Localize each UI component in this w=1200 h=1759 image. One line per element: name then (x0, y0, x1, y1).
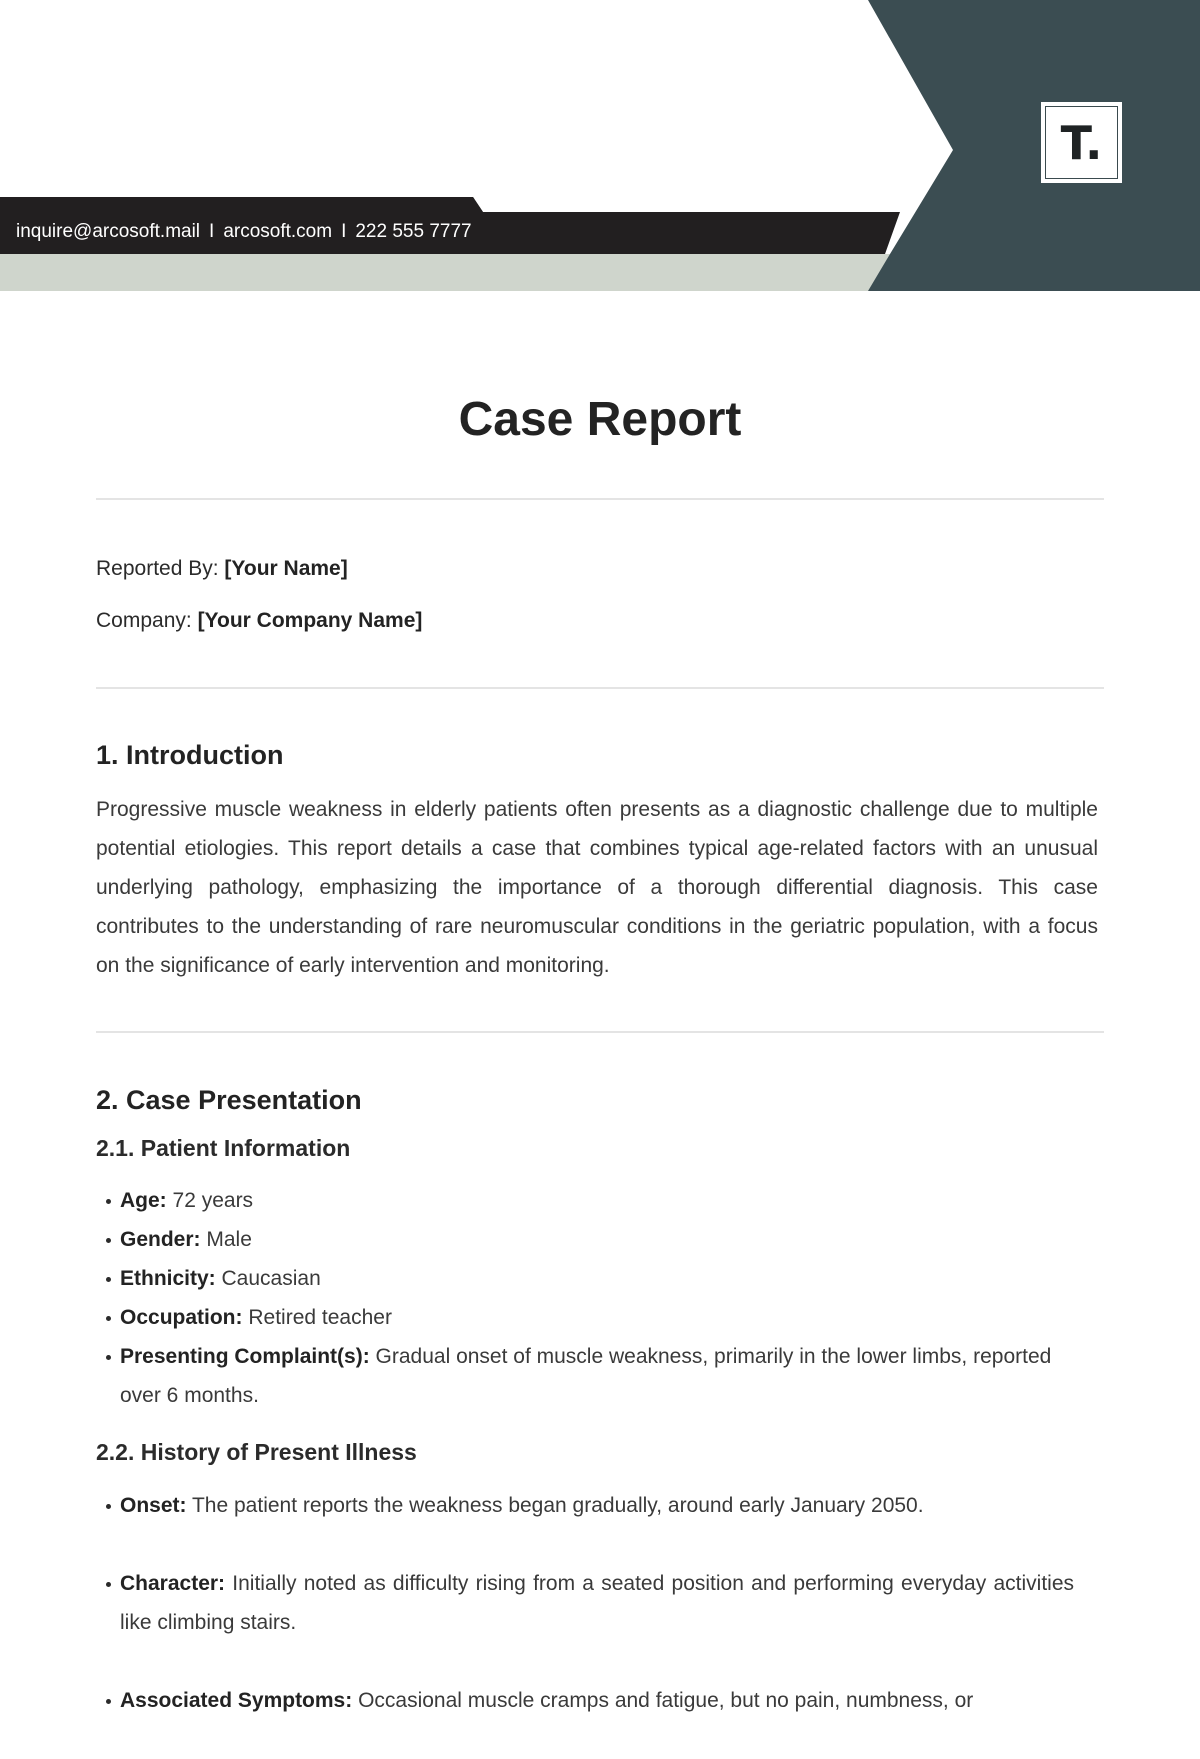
contact-email[interactable]: inquire@arcosoft.mail (16, 221, 201, 242)
contact-info (16, 219, 472, 245)
list-item (96, 1298, 1076, 1337)
item-value: Caucasian (221, 1267, 321, 1290)
company-label: Company: (96, 609, 192, 632)
item-label: Age: (120, 1189, 167, 1212)
contact-separator: I (341, 221, 347, 242)
item-label: Associated Symptoms: (120, 1689, 353, 1712)
item-value: Retired teacher (248, 1306, 392, 1329)
subsection-heading-history: 2.2. History of Present Illness (96, 1439, 417, 1465)
divider (96, 1031, 1104, 1033)
item-value: Initially noted as difficulty rising from a seated position and performing everyday activities like climbing stairs. (120, 1572, 1074, 1634)
company-logo: T. (1041, 102, 1122, 183)
item-label: Presenting Complaint(s): (120, 1345, 370, 1368)
item-value: 72 years (172, 1189, 254, 1212)
contact-phone: 222 555 7777 (355, 221, 472, 242)
divider (96, 498, 1104, 500)
contact-separator: I (209, 221, 215, 242)
item-value: The patient reports the weakness began gradually, around early January 2050. (191, 1494, 924, 1517)
list-item (96, 1220, 1076, 1259)
reported-by-label: Reported By: (96, 557, 219, 580)
section-heading-introduction: 1. Introduction (96, 740, 284, 770)
page-header (0, 0, 1200, 291)
item-label: Onset: (120, 1494, 187, 1517)
header-banner-graphic (0, 0, 1200, 291)
list-item (96, 1337, 1076, 1415)
list-item (96, 1564, 1074, 1642)
patient-info-list (96, 1181, 1076, 1415)
subsection-heading-patient-information: 2.1. Patient Information (96, 1135, 351, 1161)
item-value: Male (206, 1228, 252, 1251)
section-heading-case-presentation: 2. Case Presentation (96, 1085, 362, 1115)
introduction-paragraph: Progressive muscle weakness in elderly patients often presents as a diagnostic challenge due to multiple potential etiologies. This report details a case that combines typical age-related factors with an unusual underlying pathology, emphasizing the importance of a thorough differential diagnosis. This case contributes to the understanding of rare neuromuscular conditions in the geriatric population, with a focus on the significance of early intervention and monitoring. (96, 798, 1098, 977)
item-value: Gradual onset of muscle weakness, primarily in the lower limbs, reported over 6 months. (120, 1345, 1052, 1407)
item-label: Gender: (120, 1228, 201, 1251)
list-item (96, 1259, 1076, 1298)
header-slate-block (868, 0, 1200, 291)
header-contact-tab (0, 197, 483, 212)
list-item (96, 1486, 1074, 1525)
list-item (96, 1181, 1076, 1220)
page-title: Case Report (458, 393, 742, 446)
reported-by-line (96, 555, 348, 583)
company-value: [Your Company Name] (197, 609, 423, 632)
item-label: Character: (120, 1572, 226, 1595)
divider (96, 687, 1104, 689)
item-label: Occupation: (120, 1306, 243, 1329)
item-label: Ethnicity: (120, 1267, 216, 1290)
company-line (96, 607, 422, 635)
item-value: Occasional muscle cramps and fatigue, but no pain, numbness, or (358, 1689, 974, 1712)
history-list (96, 1486, 1074, 1759)
reported-by-value: [Your Name] (224, 557, 348, 580)
contact-website[interactable]: arcosoft.com (223, 221, 333, 242)
header-sage-stripe (0, 254, 890, 291)
